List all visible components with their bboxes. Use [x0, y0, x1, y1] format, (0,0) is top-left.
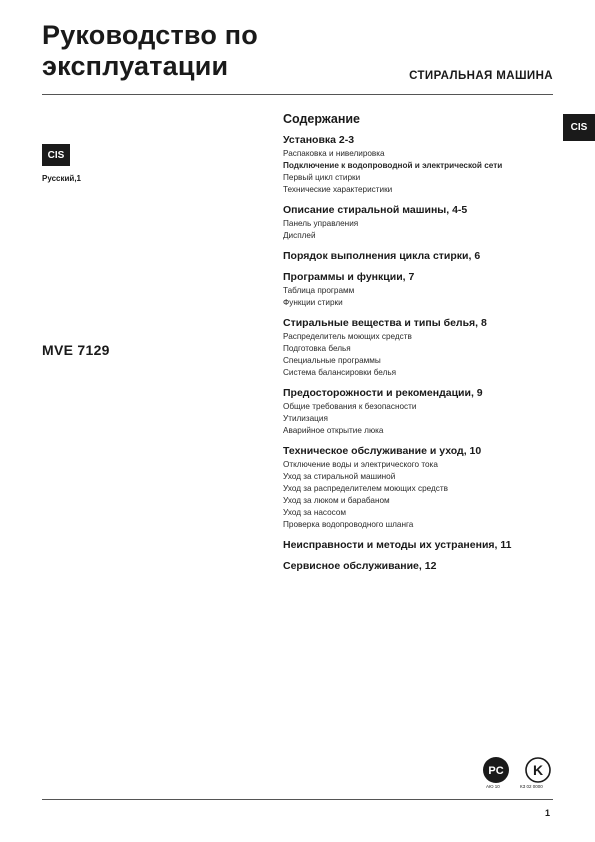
toc-item[interactable]: Аварийное открытие люка [283, 426, 384, 435]
toc-item[interactable]: Панель управления [283, 219, 359, 228]
toc-item[interactable]: Таблица программ [283, 286, 355, 295]
top-divider [42, 94, 553, 95]
page-number: 1 [544, 808, 550, 818]
toc-item[interactable]: Дисплей [283, 231, 316, 240]
bottom-divider [42, 799, 553, 800]
toc-section-title[interactable]: Сервисное обслуживание, 12 [283, 560, 437, 572]
toc-section-maintenance [283, 445, 573, 531]
page-title [42, 20, 258, 82]
k-logo-caption: КЗ 02 0000 [520, 784, 543, 789]
toc-section-service [283, 560, 573, 573]
toc-item[interactable]: Подготовка белья [283, 344, 351, 353]
toc-section-title[interactable]: Неисправности и методы их устранения, 11 [283, 539, 512, 551]
toc-item[interactable]: Распаковка и нивелировка [283, 149, 385, 158]
k-certification-icon [524, 756, 552, 784]
k-logo-letter: K [532, 762, 544, 778]
toc-section-title[interactable]: Порядок выполнения цикла стирки, 6 [283, 250, 481, 262]
product-type-label: СТИРАЛЬНАЯ МАШИНА [409, 70, 553, 82]
toc-section-troubleshooting [283, 539, 573, 552]
title-line-2: эксплуатации [42, 51, 229, 81]
toc-item[interactable]: Распределитель моющих средств [283, 332, 412, 341]
toc-section-title[interactable]: Программы и функции, 7 [283, 271, 415, 283]
toc-section-description [283, 204, 573, 242]
model-number: MVE 7129 [42, 342, 110, 358]
toc-section-installation [283, 134, 573, 196]
toc-item[interactable]: Технические характеристики [283, 185, 393, 194]
toc-section-title[interactable]: Предосторожности и рекомендации, 9 [283, 387, 483, 399]
side-language-tab[interactable]: CIS [563, 114, 595, 141]
table-of-contents [283, 112, 573, 581]
toc-item[interactable]: Утилизация [283, 414, 328, 423]
toc-section-title[interactable]: Техническое обслуживание и уход, 10 [283, 445, 482, 457]
toc-heading: Содержание [283, 112, 361, 126]
toc-item[interactable]: Подключение к водопроводной и электрической сети [283, 161, 503, 170]
toc-section-wash-cycle [283, 250, 573, 263]
toc-item[interactable]: Отключение воды и электрического тока [283, 460, 438, 469]
title-line-1: Руководство по [42, 20, 258, 50]
toc-item[interactable]: Проверка водопроводного шланга [283, 520, 414, 529]
toc-item[interactable]: Первый цикл стирки [283, 173, 361, 182]
toc-item[interactable]: Общие требования к безопасности [283, 402, 417, 411]
toc-item[interactable]: Специальные программы [283, 356, 381, 365]
toc-item[interactable]: Уход за насосом [283, 508, 347, 517]
toc-item[interactable]: Уход за стиральной машиной [283, 472, 396, 481]
toc-item[interactable]: Система балансировки белья [283, 368, 397, 377]
toc-section-title[interactable]: Установка 2-3 [283, 134, 355, 146]
pct-logo-caption: АЮ 10 [486, 784, 500, 789]
toc-item[interactable]: Функции стирки [283, 298, 343, 307]
pct-certification-icon [482, 756, 510, 784]
toc-section-detergents [283, 317, 573, 379]
toc-section-precautions [283, 387, 573, 437]
language-page-ref: Русский,1 [42, 174, 81, 183]
toc-section-title[interactable]: Стиральные вещества и типы белья, 8 [283, 317, 487, 329]
pct-logo-letters: PC [488, 765, 504, 777]
toc-item[interactable]: Уход за распределителем моющих средств [283, 484, 448, 493]
toc-section-title[interactable]: Описание стиральной машины, 4-5 [283, 204, 468, 216]
toc-item[interactable]: Уход за люком и барабаном [283, 496, 390, 505]
language-badge: CIS [42, 144, 70, 166]
toc-section-programs [283, 271, 573, 309]
